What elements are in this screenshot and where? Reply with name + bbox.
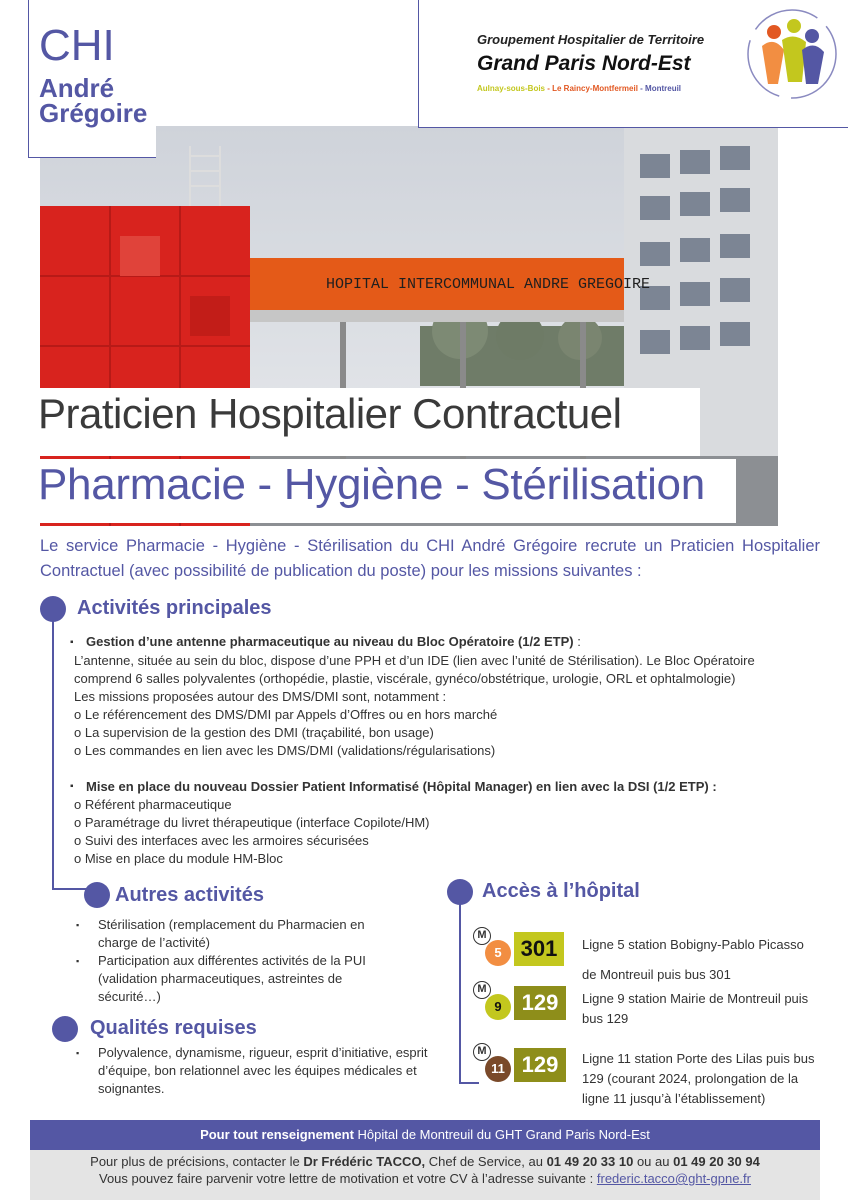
activite-item-1-line: o Les commandes en lien avec les DMS/DMI (validations/régularisations) — [74, 742, 496, 758]
job-title: Praticien Hospitalier Contractuel — [38, 390, 622, 437]
activite-item-2-line: o Référent pharmaceutique — [74, 797, 232, 813]
activite-item-1: ▪ Gestion d’une antenne pharmaceutique au niveau du Bloc Opératoire (1/2 ETP) : — [70, 633, 840, 652]
chi-logo-box — [28, 0, 156, 158]
section-bullet-qualites — [52, 1016, 78, 1042]
acces-route-3-text: Ligne 11 station Porte des Lilas puis bus 129 (courant 2024, prolongation de la ligne 11 jusqu’à l’établissement) — [582, 1051, 815, 1106]
ght-name: Groupement Hospitalier de Territoire — [477, 32, 705, 47]
activite-item-2-title: ▪ Mise en place du nouveau Dossier Patient Informatisé (Hôpital Manager) en lien avec la DSI (1/2 ETP) : — [70, 779, 717, 794]
section-title-qualites: Qualités requises — [90, 1017, 257, 1039]
section-connector-line-horizontal — [52, 888, 88, 890]
ght-cities: Aulnay-sous-Bois - Le Raincy-Montfermeil - Montreuil — [477, 84, 682, 93]
autres-item: ▪ Stérilisation (remplacement du Pharmacien en charge de l’activité) — [70, 916, 380, 952]
activite-item-1-title: ▪ Gestion d’une antenne pharmaceutique au niveau du Bloc Opératoire (1/2 ETP) — [70, 634, 574, 649]
autres-item: ▪ Participation aux différentes activités de la PUI (validation pharmaceutiques, astreintes de sécurité…) — [70, 952, 380, 1006]
section-title-activites: Activités principales — [77, 597, 272, 619]
activite-item-2-line: o Suivi des interfaces avec les armoires sécurisées — [74, 833, 369, 849]
ght-region: Grand Paris Nord-Est — [477, 52, 691, 75]
metro-line-5-icon: 5 — [485, 940, 511, 966]
section-bullet-activites — [40, 596, 66, 622]
activite-item-1-line: L’antenne, située au sein du bloc, dispose d’une PPH et d’un IDE (lien avec l’unité de Stérilisation). Le Bloc Opératoire — [74, 652, 755, 668]
contact-band — [30, 1120, 820, 1150]
activite-item-2 — [70, 778, 840, 797]
hospital-sign-text: HOPITAL INTERCOMMUNAL ANDRE GREGOIRE — [326, 276, 651, 293]
acces-connector-line-bottom — [459, 1082, 479, 1084]
acces-connector-line — [459, 902, 461, 1082]
section-bullet-autres — [84, 882, 110, 908]
chi-logo-subtitle — [39, 73, 148, 128]
chi-logo-subtitle-line2: Grégoire — [39, 97, 148, 128]
bus-301-badge: 301 — [514, 932, 564, 966]
activite-item-1-line: Les missions proposées autour des DMS/DMI sont, notamment : — [74, 688, 447, 704]
bus-129-badge: 129 — [514, 986, 566, 1020]
contact-email-link[interactable]: frederic.tacco@ght-gpne.fr — [596, 1171, 751, 1186]
acces-route-1-text: Ligne 5 station Bobigny-Pablo Picasso de Montreuil puis bus 301 — [582, 937, 804, 982]
activite-item-1-line: o Le référencement des DMS/DMI par Appels d’Offres ou en hors marché — [74, 706, 498, 722]
section-title-acces: Accès à l’hôpital — [482, 880, 640, 902]
ght-city-1: Aulnay-sous-Bois — [477, 84, 546, 93]
ght-logo-box — [418, 0, 848, 128]
metro-m-icon: M — [473, 1043, 491, 1061]
contact-phone-2: 01 49 20 30 94 — [673, 1154, 760, 1169]
activite-item-1-line: comprend 6 salles polyvalentes (orthopédie, plastie, viscérale, gynéco/obstétrique, urologie, ORL et ophtalmologie) — [74, 670, 736, 686]
activite-item-2-line: o Mise en place du module HM-Bloc — [74, 851, 283, 867]
contact-band-text: Hôpital de Montreuil du GHT Grand Paris Nord-Est — [353, 1127, 650, 1142]
metro-m-icon: M — [473, 981, 491, 999]
metro-m-icon: M — [473, 927, 491, 945]
activites-body — [70, 633, 840, 868]
contact-band-bold: Pour tout renseignement — [200, 1127, 354, 1142]
footer-email-line: Vous pouvez faire parvenir votre lettre de motivation et votre CV à l’adresse suivante : frederic.tacco@ght-gpne.fr — [99, 1171, 751, 1186]
qualites-item: ▪ Polyvalence, dynamisme, rigueur, esprit d’initiative, esprit d’équipe, bon relationnel avec les équipes médicales et soignantes. — [70, 1044, 440, 1098]
qualites-list — [70, 1044, 440, 1098]
acces-route-2-text: Ligne 9 station Mairie de Montreuil puis bus 129 — [582, 991, 809, 1026]
contact-name: Dr Frédéric TACCO, — [303, 1154, 426, 1169]
service-title: Pharmacie - Hygiène - Stérilisation — [38, 460, 705, 509]
footer-contact-line: Pour plus de précisions, contacter le Dr Frédéric TACCO, Chef de Service, au 01 49 20 33 10 ou au 01 49 20 30 94 — [90, 1154, 760, 1169]
section-title-autres: Autres activités — [115, 884, 264, 906]
metro-line-9-icon: 9 — [485, 994, 511, 1020]
ght-city-3: Montreuil — [645, 84, 682, 93]
activite-item-2-line: o Paramétrage du livret thérapeutique (interface Copilote/HM) — [74, 815, 430, 831]
ght-city-2: Le Raincy-Montfermeil — [552, 84, 638, 93]
chi-logo-title: CHI — [39, 21, 115, 70]
autres-list — [70, 916, 380, 1006]
ght-people-logo-icon — [744, 6, 840, 102]
metro-line-11-icon: 11 — [485, 1056, 511, 1082]
intro-paragraph: Le service Pharmacie - Hygiène - Stérilisation du CHI André Grégoire recrute un Praticien Hospitalier Contractuel (avec possibilité de publication du poste) pour les missions suivantes : — [40, 537, 820, 580]
activite-item-1-line: o La supervision de la gestion des DMI (traçabilité, bon usage) — [74, 724, 434, 740]
chi-logo-subtitle-line1: André — [39, 73, 115, 103]
bus-129-badge: 129 — [514, 1048, 566, 1082]
section-connector-line — [52, 620, 54, 888]
contact-phone-1: 01 49 20 33 10 — [546, 1154, 634, 1169]
